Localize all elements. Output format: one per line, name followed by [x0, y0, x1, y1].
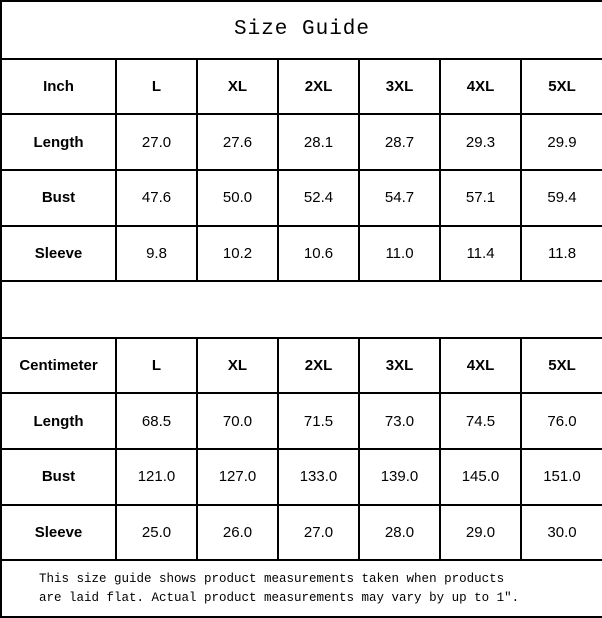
- measurement-value: 29.9: [521, 114, 602, 170]
- table-row: [1, 449, 602, 505]
- unit-label-centimeter: Centimeter: [1, 338, 116, 394]
- measurement-value: 139.0: [359, 449, 440, 505]
- measurement-label: Sleeve: [1, 226, 116, 282]
- size-header: XL: [197, 338, 278, 394]
- measurement-value: 27.0: [116, 114, 197, 170]
- measurement-label: Bust: [1, 170, 116, 226]
- measurement-value: 73.0: [359, 393, 440, 449]
- table-spacer: [1, 281, 602, 338]
- footnote-line-1: This size guide shows product measurements taken when products: [39, 571, 505, 586]
- measurement-value: 57.1: [440, 170, 521, 226]
- size-header: 4XL: [440, 59, 521, 115]
- size-header: 5XL: [521, 338, 602, 394]
- measurement-value: 127.0: [197, 449, 278, 505]
- spacer-row: [1, 281, 602, 338]
- table-row: [1, 114, 602, 170]
- measurement-value: 47.6: [116, 170, 197, 226]
- measurement-value: 26.0: [197, 505, 278, 561]
- measurement-value: 29.0: [440, 505, 521, 561]
- measurement-value: 25.0: [116, 505, 197, 561]
- size-header: 5XL: [521, 59, 602, 115]
- size-header: 2XL: [278, 338, 359, 394]
- title-row: [1, 1, 602, 59]
- measurement-value: 30.0: [521, 505, 602, 561]
- measurement-value: 27.6: [197, 114, 278, 170]
- measurement-label: Sleeve: [1, 505, 116, 561]
- measurement-value: 133.0: [278, 449, 359, 505]
- measurement-value: 27.0: [278, 505, 359, 561]
- size-header: XL: [197, 59, 278, 115]
- measurement-value: 11.8: [521, 226, 602, 282]
- table-row: [1, 393, 602, 449]
- measurement-value: 29.3: [440, 114, 521, 170]
- measurement-value: 11.4: [440, 226, 521, 282]
- measurement-label: Bust: [1, 449, 116, 505]
- measurement-value: 70.0: [197, 393, 278, 449]
- measurement-value: 59.4: [521, 170, 602, 226]
- table-row: [1, 226, 602, 282]
- inch-header-row: [1, 59, 602, 115]
- measurement-label: Length: [1, 114, 116, 170]
- measurement-value: 74.5: [440, 393, 521, 449]
- measurement-value: 11.0: [359, 226, 440, 282]
- measurement-value: 145.0: [440, 449, 521, 505]
- size-guide-footnote: [1, 560, 602, 617]
- unit-label-inch: Inch: [1, 59, 116, 115]
- measurement-value: 9.8: [116, 226, 197, 282]
- measurement-value: 54.7: [359, 170, 440, 226]
- footnote-line-2: are laid flat. Actual product measurements may vary by up to 1″.: [39, 590, 520, 605]
- size-header: 2XL: [278, 59, 359, 115]
- measurement-value: 71.5: [278, 393, 359, 449]
- measurement-value: 10.2: [197, 226, 278, 282]
- table-row: [1, 170, 602, 226]
- measurement-value: 121.0: [116, 449, 197, 505]
- measurement-value: 10.6: [278, 226, 359, 282]
- size-header: L: [116, 338, 197, 394]
- measurement-value: 151.0: [521, 449, 602, 505]
- table-row: [1, 505, 602, 561]
- measurement-value: 28.7: [359, 114, 440, 170]
- size-header: 3XL: [359, 338, 440, 394]
- measurement-value: 52.4: [278, 170, 359, 226]
- page-title: Size Guide: [1, 1, 602, 59]
- centimeter-header-row: [1, 338, 602, 394]
- measurement-value: 28.1: [278, 114, 359, 170]
- measurement-value: 68.5: [116, 393, 197, 449]
- measurement-label: Length: [1, 393, 116, 449]
- measurement-value: 76.0: [521, 393, 602, 449]
- size-header: 4XL: [440, 338, 521, 394]
- footnote-row: [1, 560, 602, 617]
- size-header: L: [116, 59, 197, 115]
- measurement-value: 28.0: [359, 505, 440, 561]
- size-header: 3XL: [359, 59, 440, 115]
- measurement-value: 50.0: [197, 170, 278, 226]
